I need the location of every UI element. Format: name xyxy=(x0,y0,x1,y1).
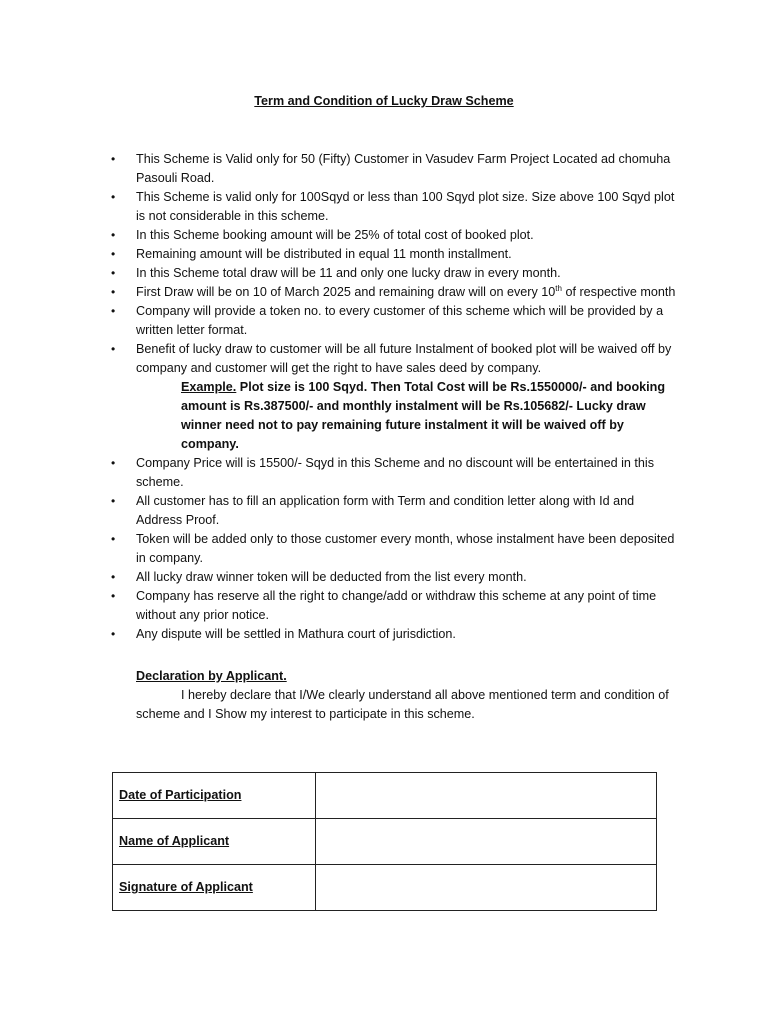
term-item xyxy=(108,530,680,568)
applicant-form-table xyxy=(112,772,657,911)
declaration-text: I hereby declare that I/We clearly understand all above mentioned term and condition of scheme and I Show my interest to participate in this scheme. xyxy=(136,688,669,721)
term-text: Any dispute will be settled in Mathura court of jurisdiction. xyxy=(136,627,456,641)
signature-of-applicant-label: Signature of Applicant xyxy=(113,865,316,911)
name-of-applicant-label: Name of Applicant xyxy=(113,819,316,865)
term-item xyxy=(108,340,680,378)
bullet-icon: • xyxy=(111,494,116,508)
term-item xyxy=(108,226,680,245)
bullet-icon: • xyxy=(111,532,116,546)
declaration-section xyxy=(136,667,681,724)
example-label: Example. xyxy=(181,380,237,394)
bullet-icon: • xyxy=(111,228,116,242)
term-text: Benefit of lucky draw to customer will be all future Instalment of booked plot will be waived off by company and customer will get the right to have sales deed by company. xyxy=(136,342,672,375)
term-text: In this Scheme booking amount will be 25% of total cost of booked plot. xyxy=(136,228,534,242)
term-text: Company will provide a token no. to every customer of this scheme which will be provided by a written letter format. xyxy=(136,304,664,337)
term-text: All lucky draw winner token will be deducted from the list every month. xyxy=(136,570,527,584)
form-row-name xyxy=(113,819,657,865)
term-item xyxy=(108,245,680,264)
bullet-icon: • xyxy=(111,266,116,280)
signature-of-applicant-field[interactable] xyxy=(316,865,657,911)
bullet-icon: • xyxy=(111,627,116,641)
terms-list xyxy=(108,150,680,644)
date-of-participation-field[interactable] xyxy=(316,773,657,819)
term-text-part: First Draw will be on 10 of March 2025 and remaining draw will on every 10 xyxy=(136,285,556,299)
bullet-icon: • xyxy=(111,570,116,584)
term-item xyxy=(108,492,680,530)
term-text: This Scheme is Valid only for 50 (Fifty) Customer in Vasudev Farm Project Located ad chomuha Pasouli Road. xyxy=(136,152,671,185)
term-text: Company has reserve all the right to change/add or withdraw this scheme at any point of time without any prior notice. xyxy=(136,589,657,622)
name-of-applicant-field[interactable] xyxy=(316,819,657,865)
bullet-icon: • xyxy=(111,589,116,603)
bullet-icon: • xyxy=(111,152,116,166)
term-text: Token will be added only to those customer every month, whose instalment have been deposited in company. xyxy=(136,532,675,565)
bullet-icon: • xyxy=(111,304,116,318)
declaration-heading: Declaration by Applicant. xyxy=(136,669,287,683)
bullet-icon: • xyxy=(111,285,116,299)
term-item xyxy=(108,264,680,283)
term-text-first-draw xyxy=(136,285,675,299)
term-item xyxy=(108,283,680,302)
bullet-icon: • xyxy=(111,190,116,204)
form-row-signature xyxy=(113,865,657,911)
example-block xyxy=(108,378,680,454)
term-text: This Scheme is valid only for 100Sqyd or less than 100 Sqyd plot size. Size above 100 Sqyd plot is not considerable in this scheme. xyxy=(136,190,675,223)
bullet-icon: • xyxy=(111,456,116,470)
ordinal-suffix: th xyxy=(555,283,562,293)
document-title: Term and Condition of Lucky Draw Scheme xyxy=(254,94,514,108)
term-text: Company Price will is 15500/- Sqyd in this Scheme and no discount will be entertained in this scheme. xyxy=(136,456,655,489)
term-text-part: of respective month xyxy=(561,285,676,299)
term-item xyxy=(108,568,680,587)
example-text: Plot size is 100 Sqyd. Then Total Cost will be Rs.1550000/- and booking amount is Rs.387500/- and monthly instalment will be Rs.105682/- Lucky draw winner need not to pay remaining future instalment it will be waived off by company. xyxy=(181,380,666,451)
term-item xyxy=(108,625,680,644)
form-row-date xyxy=(113,773,657,819)
bullet-icon: • xyxy=(111,247,116,261)
term-item xyxy=(108,150,680,188)
term-text: All customer has to fill an application form with Term and condition letter along with Id and Address Proof. xyxy=(136,494,635,527)
term-item xyxy=(108,454,680,492)
term-text: In this Scheme total draw will be 11 and only one lucky draw in every month. xyxy=(136,266,561,280)
term-item xyxy=(108,587,680,625)
term-text: Remaining amount will be distributed in equal 11 month installment. xyxy=(136,247,512,261)
bullet-icon: • xyxy=(111,342,116,356)
date-of-participation-label: Date of Participation xyxy=(113,773,316,819)
term-item xyxy=(108,188,680,226)
term-item xyxy=(108,302,680,340)
